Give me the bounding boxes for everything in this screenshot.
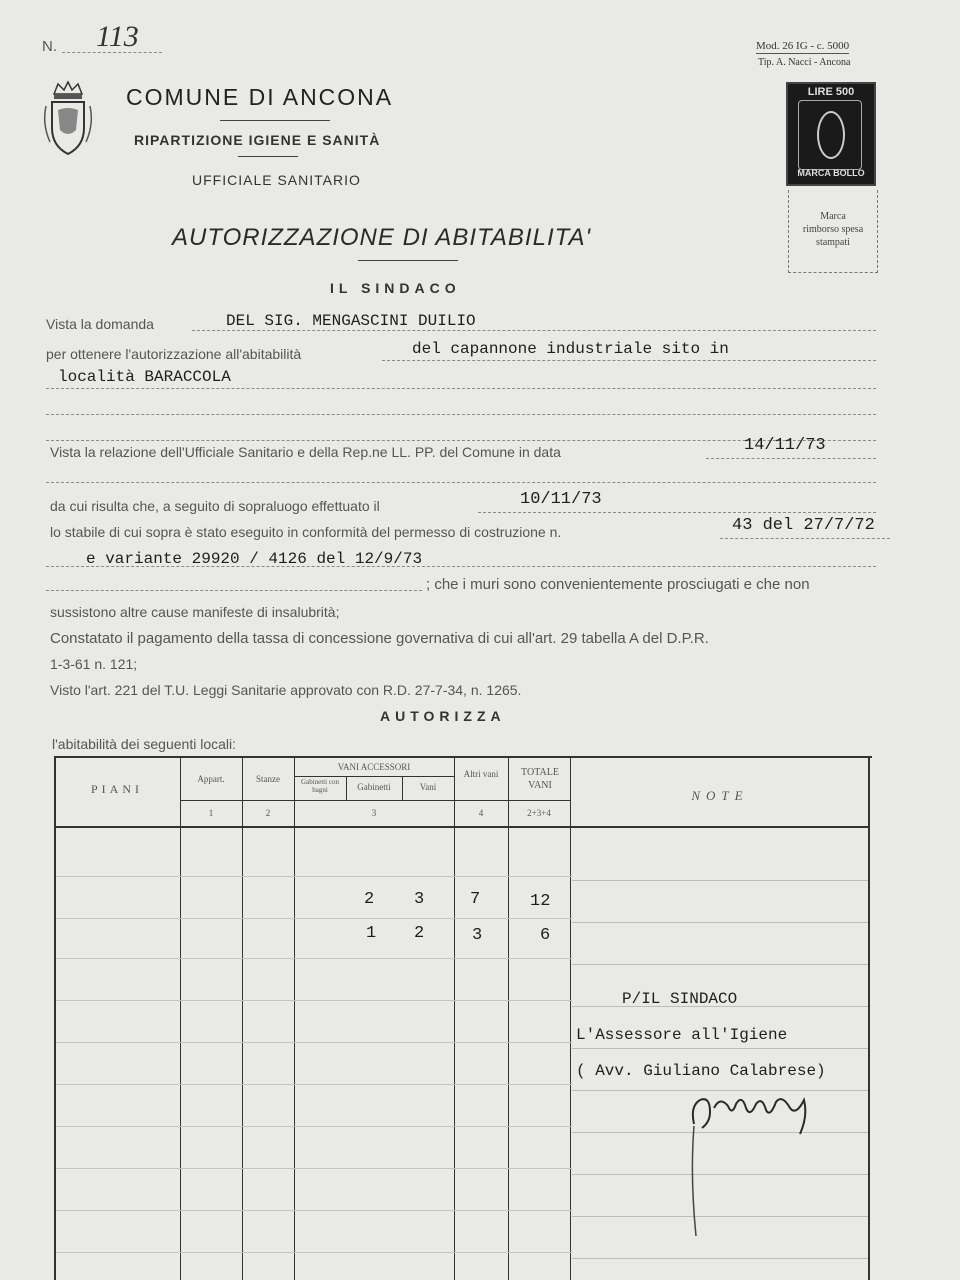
muri-line [46, 590, 422, 591]
marca-line-1: Marca [820, 211, 846, 222]
handwritten-signature [680, 1086, 830, 1246]
row1-altri-vani: 7 [470, 890, 481, 909]
table-row-line [56, 876, 572, 877]
signature-line-1: P/IL SINDACO [622, 990, 738, 1008]
table-row-line [56, 1210, 572, 1211]
row1-totale: 12 [530, 892, 551, 911]
permesso-line [720, 538, 890, 539]
autorizzazione-label: per ottenere l'autorizzazione all'abitabilità [46, 346, 302, 362]
table-row-line [56, 1252, 572, 1253]
marca-line-2: rimborso spesa [802, 224, 864, 235]
revenue-stamp [786, 82, 876, 186]
sopraluogo-date: 10/11/73 [520, 490, 602, 509]
permesso-label: lo stabile di cui sopra è stato eseguito in conformità del permesso di costruzione n. [50, 524, 562, 540]
autorizzazione-line [382, 360, 876, 361]
col-number-1: 1 [208, 808, 214, 818]
row1-gabinetti: 2 [364, 890, 375, 909]
table-row-line [56, 1000, 572, 1001]
title-divider [358, 260, 458, 261]
stamp-frame [798, 100, 862, 170]
header-appart: Appart. [197, 774, 225, 784]
header-altri-vani: Altri vani [463, 769, 499, 779]
row2-totale: 6 [540, 926, 551, 945]
header-piani: PIANI [91, 782, 143, 796]
autorizzazione-value-1: del capannone industriale sito in [412, 340, 729, 358]
relazione-date: 14/11/73 [744, 436, 826, 455]
visto-text: Visto l'art. 221 del T.U. Leggi Sanitarie approvato con R.D. 27-7-34, n. 1265. [50, 682, 522, 698]
header-note: NOTE [691, 788, 749, 803]
stamp-value: LIRE 500 [807, 86, 855, 98]
table-row-line [56, 1042, 572, 1043]
header-divider [220, 120, 330, 121]
domanda-value: DEL SIG. MENGASCINI DUILIO [226, 312, 476, 330]
row2-vani: 2 [414, 924, 425, 943]
header-gabinetti: Gabinetti [357, 782, 391, 792]
header-gabinetti-bagni: Gabinetti con bagni [301, 778, 339, 794]
subtitle-sindaco: IL SINDACO [330, 280, 461, 296]
document-title: AUTORIZZAZIONE DI ABITABILITA' [172, 224, 592, 251]
col-number-4: 4 [478, 808, 484, 818]
sussistono-text: sussistono altre cause manifeste di insalubrità; [50, 604, 340, 620]
blank-line-1 [46, 414, 876, 415]
blank-line-3 [46, 482, 876, 483]
note-line [572, 964, 868, 965]
marca-box [788, 190, 878, 273]
table-row-line [56, 958, 572, 959]
autorizzazione-line-2 [46, 388, 876, 389]
note-line [572, 922, 868, 923]
muri-text: ; che i muri sono convenientemente prosciugati e che non [426, 576, 810, 593]
relazione-line [706, 458, 876, 459]
number-label: N. [42, 38, 57, 55]
model-code: Mod. 26 IG - c. 5000 [756, 40, 850, 52]
table-row-line [56, 1126, 572, 1127]
variante-value: e variante 29920 / 4126 del 12/9/73 [86, 550, 423, 568]
marca-line-3: stampati [816, 237, 850, 248]
autorizzazione-value-2: località BARACCOLA [58, 368, 231, 386]
table-row-line [56, 1168, 572, 1169]
col-number-2: 2 [265, 808, 271, 818]
constatato-text: Constatato il pagamento della tassa di concessione governativa di cui all'art. 29 tabella A del D.P.R. [50, 630, 709, 647]
locali-label: l'abitabilità dei seguenti locali: [52, 736, 237, 752]
header-stanze: Stanze [256, 774, 280, 784]
autorizza-heading: AUTORIZZA [380, 708, 506, 724]
note-line [572, 880, 868, 881]
col-number-3: 3 [371, 808, 377, 818]
row2-gabinetti: 1 [366, 924, 377, 943]
municipality-name: COMUNE DI ANCONA [126, 84, 394, 110]
domanda-line [192, 330, 876, 331]
header-divider-2 [238, 156, 298, 157]
note-line [572, 1048, 868, 1049]
note-line [572, 1258, 868, 1259]
stamp-portrait-icon [817, 111, 845, 159]
document-number: 113 [96, 20, 139, 53]
header-vani-accessori: VANI ACCESSORI [337, 762, 411, 772]
permesso-value: 43 del 27/7/72 [732, 516, 875, 535]
department-name: RIPARTIZIONE IGIENE E SANITÀ [134, 132, 381, 148]
sopraluogo-label: da cui risulta che, a seguito di sopraluogo effettuato il [50, 498, 380, 514]
coat-of-arms-icon [42, 80, 94, 158]
printer-info: Tip. A. Nacci - Ancona [758, 57, 851, 68]
relazione-label: Vista la relazione dell'Ufficiale Sanitario e della Rep.ne LL. PP. del Comune in data [50, 444, 561, 460]
dpr-text: 1-3-61 n. 121; [50, 656, 138, 672]
stamp-bottom-text: MARCA BOLLO [797, 168, 865, 178]
office-name: UFFICIALE SANITARIO [192, 172, 361, 188]
signature-line-3: ( Avv. Giuliano Calabrese) [576, 1062, 826, 1080]
header-vani: Vani [419, 782, 437, 792]
table-row-line [56, 918, 572, 919]
row1-vani: 3 [414, 890, 425, 909]
domanda-label: Vista la domanda [46, 316, 154, 332]
row2-altri-vani: 3 [472, 926, 483, 945]
col-number-5: 2+3+4 [527, 808, 551, 818]
sopraluogo-line [478, 512, 876, 513]
table-row-line [56, 1084, 572, 1085]
signature-line-2: L'Assessore all'Igiene [576, 1026, 788, 1044]
header-totale-vani: TOTALE VANI [521, 767, 559, 791]
